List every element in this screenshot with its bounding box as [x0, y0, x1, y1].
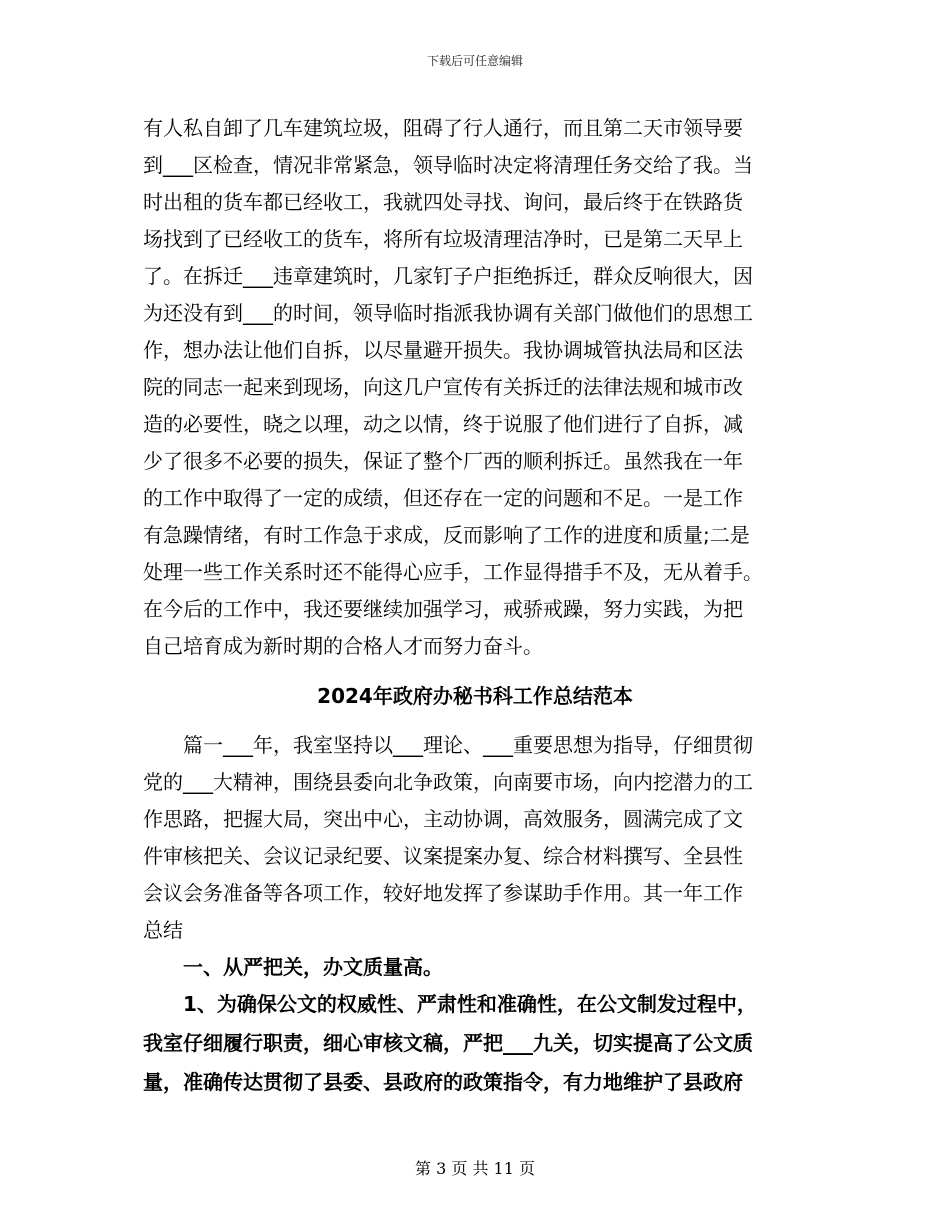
section-heading: 一、从严把关，办文质量高。 [143, 955, 443, 979]
body-line: 为还没有到___的时间，领导临时指派我协调有关部门做他们的思想工 [143, 301, 753, 325]
body-line: 有急躁情绪，有时工作急于求成，反而影响了工作的进度和质量;二是 [143, 523, 750, 547]
page-footer: 第 3 页 共 11 页 [415, 1159, 535, 1178]
document-title: 2024年政府办秘书科工作总结范本 [317, 684, 633, 708]
body-line: 院的同志一起来到现场，向这几户宣传有关拆迁的法律法规和城市改 [143, 375, 743, 399]
section-line: 件审核把关、会议记录纪要、议案提案办复、综合材料撰写、全县性 [143, 844, 743, 868]
body-line: 作，想办法让他们自拆，以尽量避开损失。我协调城管执法局和区法 [143, 338, 743, 362]
body-line: 造的必要性，晓之以理，动之以情，终于说服了他们进行了自拆，减 [143, 412, 743, 436]
section-line: 总结 [143, 918, 183, 942]
body-line: 时出租的货车都已经收工，我就四处寻找、询问，最后终于在铁路货 [143, 190, 743, 214]
body-line: 场找到了已经收工的货车，将所有垃圾清理洁净时，已是第二天早上 [143, 227, 743, 251]
body-line: 自己培育成为新时期的合格人才而努力奋斗。 [143, 634, 543, 658]
bold-line: 量，准确传达贯彻了县委、县政府的政策指令，有力地维护了县政府 [143, 1070, 743, 1094]
section-line: 党的___大精神，围绕县委向北争政策，向南要市场，向内挖潜力的工 [143, 770, 753, 794]
section-line: 作思路，把握大局，突出中心，主动协调，高效服务，圆满完成了文 [143, 807, 743, 831]
body-line: 在今后的工作中，我还要继续加强学习，戒骄戒躁，努力实践，为把 [143, 597, 743, 621]
body-line: 少了很多不必要的损失，保证了整个厂西的顺利拆迁。虽然我在一年 [143, 449, 743, 473]
bold-line: 1、为确保公文的权威性、严肃性和准确性，在公文制发过程中， [143, 992, 757, 1016]
bold-line: 我室仔细履行职责，细心审核文稿，严把___九关，切实提高了公文质 [143, 1031, 753, 1055]
body-line: 到___区检查，情况非常紧急，领导临时决定将清理任务交给了我。当 [143, 153, 753, 177]
body-line: 了。在拆迁___违章建筑时，几家钉子户拒绝拆迁，群众反响很大，因 [143, 264, 753, 288]
body-line: 的工作中取得了一定的成绩，但还存在一定的问题和不足。一是工作 [143, 486, 743, 510]
section-line: 篇一___年，我室坚持以___理论、___重要思想为指导，仔细贯彻 [143, 733, 753, 757]
body-line: 有人私自卸了几车建筑垃圾，阻碍了行人通行，而且第二天市领导要 [143, 116, 743, 140]
page-header: 下载后可任意编辑 [426, 54, 523, 68]
body-line: 处理一些工作关系时还不能得心应手，工作显得措手不及，无从着手。 [143, 560, 763, 584]
section-line: 会议会务准备等各项工作，较好地发挥了参谋助手作用。其一年工作 [143, 881, 743, 905]
